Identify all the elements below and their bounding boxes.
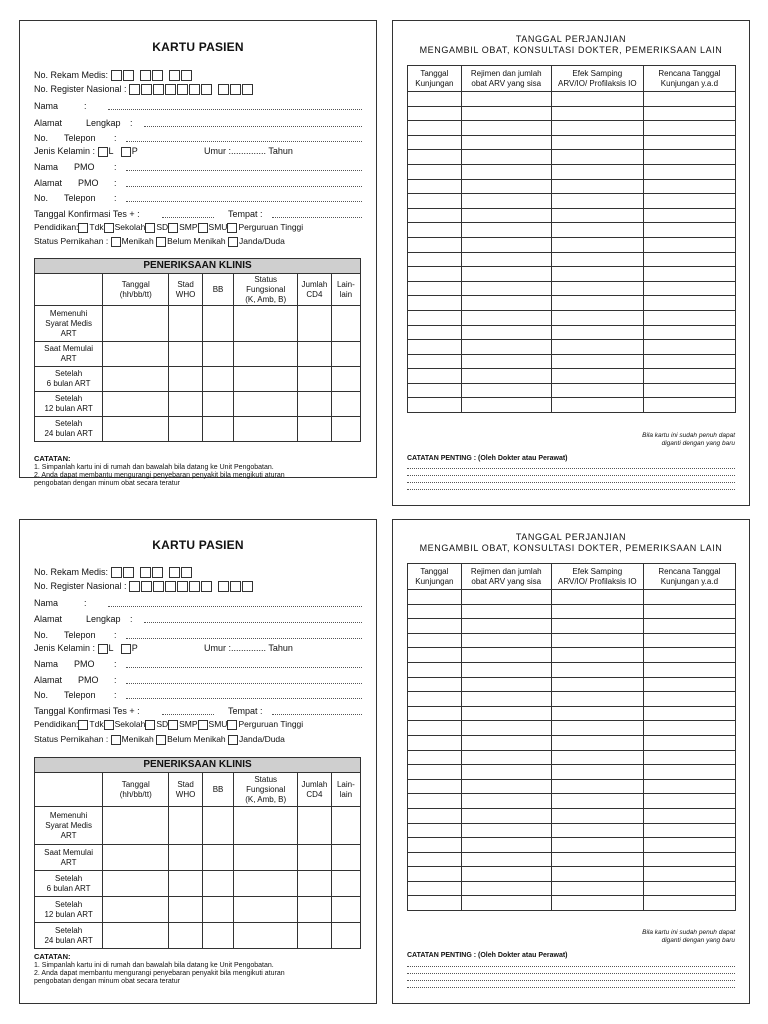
visit-row[interactable] xyxy=(408,208,736,223)
visit-row[interactable] xyxy=(408,164,736,179)
pend-checkbox[interactable] xyxy=(168,223,178,233)
digit-box[interactable] xyxy=(123,567,134,578)
female-checkbox[interactable] xyxy=(121,644,131,654)
digit-box[interactable] xyxy=(230,581,241,592)
digit-box[interactable] xyxy=(177,581,188,592)
nama-row[interactable]: Nama : xyxy=(34,597,362,610)
checkbox[interactable] xyxy=(227,720,237,730)
visit-row[interactable] xyxy=(408,179,736,194)
digit-box[interactable] xyxy=(129,581,140,592)
visit-table: Tanggal Kunjungan Rejimen dan jumlah obat ARV yang sisa Efek Samping ARV/IO/ Profilaksis IO Rencana Tanggal Kunjungan y.a.d xyxy=(407,563,736,911)
digit-box[interactable] xyxy=(152,567,163,578)
visit-row[interactable] xyxy=(408,398,736,413)
visit-row[interactable] xyxy=(408,340,736,355)
rm-box[interactable] xyxy=(140,70,151,81)
visit-title-1: TANGGAL PERJANJIAN xyxy=(515,34,627,44)
register-row: No. Register Nasional : xyxy=(34,83,362,96)
checkbox[interactable] xyxy=(145,720,155,730)
male-checkbox[interactable] xyxy=(98,644,108,654)
visit-row[interactable] xyxy=(408,92,736,107)
visit-table: Tanggal Kunjungan Rejimen dan jumlah obat ARV yang sisa Efek Samping ARV/IO/ Profilaksis IO Rencana Tanggal Kunjungan y.a.d xyxy=(407,65,736,413)
rm-box[interactable] xyxy=(111,70,122,81)
visit-card-bottom: TANGGAL PERJANJIAN MENGAMBIL OBAT, KONSULTASI DOKTER, PEMERIKSAAN LAIN Tanggal Kunjungan Rejimen dan jumlah obat ARV yang sisa Efek Samping ARV/IO/ Profilaksis IO Rencana Tanggal Kunjungan y.a.d Bila kartu ini sudah penuh dapat diganti dengan yang baru CATATAN PENTING : (Oleh Dokter atau Perawat) xyxy=(392,519,750,1004)
konfirmasi-row[interactable]: Tanggal Konfirmasi Tes + : Tempat : xyxy=(34,705,362,718)
female-checkbox[interactable] xyxy=(121,147,131,157)
digit-box[interactable] xyxy=(165,84,176,95)
nama-pmo-row[interactable]: Nama PMO : xyxy=(34,161,362,174)
telepon-row[interactable]: No. Telepon : xyxy=(34,132,362,145)
visit-row[interactable] xyxy=(408,823,736,838)
register-row: No. Register Nasional : xyxy=(34,580,362,593)
visit-row[interactable] xyxy=(408,590,736,605)
rekam-medis-row: No. Rekam Medis: xyxy=(34,566,362,579)
pend-checkbox[interactable] xyxy=(104,223,114,233)
visit-row[interactable] xyxy=(408,735,736,750)
pendidikan-row: Pendidikan: Tdk Sekolah SD SMP SMU Perguruan Tinggi xyxy=(34,222,304,232)
full-card-note: Bila kartu ini sudah penuh dapat diganti dengan yang baru xyxy=(642,432,735,447)
catatan-penting: CATATAN PENTING : (Oleh Dokter atau Perawat) xyxy=(407,455,568,462)
digit-box[interactable] xyxy=(153,84,164,95)
visit-row[interactable] xyxy=(408,619,736,634)
checkbox[interactable] xyxy=(198,720,208,730)
visit-row[interactable] xyxy=(408,808,736,823)
pendidikan-row: Pendidikan: Tdk Sekolah SD SMP SMU Perguruan Tinggi xyxy=(34,719,304,729)
visit-row[interactable] xyxy=(408,310,736,325)
digit-box[interactable] xyxy=(169,567,180,578)
visit-row[interactable] xyxy=(408,354,736,369)
visit-row[interactable] xyxy=(408,692,736,707)
checkbox[interactable] xyxy=(168,720,178,730)
visit-title-2: MENGAMBIL OBAT, KONSULTASI DOKTER, PEMERIKSAAN LAIN xyxy=(419,45,723,55)
digit-box[interactable] xyxy=(140,567,151,578)
jenis-kelamin-row: Jenis Kelamin : L P Umur :.............. Tahun xyxy=(34,146,293,156)
visit-row[interactable] xyxy=(408,779,736,794)
digit-box[interactable] xyxy=(181,567,192,578)
digit-box[interactable] xyxy=(141,84,152,95)
checkbox[interactable] xyxy=(156,735,166,745)
visit-row[interactable] xyxy=(408,881,736,896)
nama-pmo-row[interactable]: Nama PMO : xyxy=(34,658,362,671)
digit-box[interactable] xyxy=(189,581,200,592)
visit-row[interactable] xyxy=(408,721,736,736)
telepon-row[interactable]: No. Telepon : xyxy=(34,629,362,642)
digit-box[interactable] xyxy=(218,581,229,592)
visit-row[interactable] xyxy=(408,794,736,809)
rm-box[interactable] xyxy=(169,70,180,81)
visit-row[interactable] xyxy=(408,267,736,282)
visit-row[interactable] xyxy=(408,194,736,209)
pernikahan-row: Status Pernikahan : Menikah Belum Menikah Janda/Duda xyxy=(34,236,285,246)
konfirmasi-row[interactable]: Tanggal Konfirmasi Tes + : Tempat : xyxy=(34,208,362,221)
patient-card-bottom xyxy=(19,519,377,1004)
nikah-checkbox[interactable] xyxy=(111,237,121,247)
visit-row[interactable] xyxy=(408,896,736,911)
visit-row[interactable] xyxy=(408,648,736,663)
pend-checkbox[interactable] xyxy=(145,223,155,233)
visit-row[interactable] xyxy=(408,765,736,780)
alamat-row[interactable]: Alamat Lengkap : xyxy=(34,613,362,626)
klinis-table: PENERIKSAAN KLINIS Tanggal (hh/bb/tt) Stad WHO BB Status Fungsional (K, Amb, B) Jumlah CD4 Lain- lain Memenuhi Syarat Medis ART Saat Memulai ART Setelah 6 bulan ART Setelah 12 bulan ART Setelah 24 bulan ART xyxy=(34,258,361,442)
catatan: CATATAN: 1. Simpanlah kartu ini di rumah dan bawalah bila datang ke Unit Pengobatan. 2. Anda dapat membantu mengurangi penyebaran penyakit bila mengikuti aturan pengobatan dengan minum obat secara teratur xyxy=(34,952,285,985)
visit-row[interactable] xyxy=(408,296,736,311)
visit-row[interactable] xyxy=(408,135,736,150)
rm-box[interactable] xyxy=(181,70,192,81)
rm-box[interactable] xyxy=(152,70,163,81)
catatan: CATATAN: 1. Simpanlah kartu ini di rumah dan bawalah bila datang ke Unit Pengobatan. 2. Anda dapat membantu mengurangi penyebaran penyakit bila mengikuti aturan pengobatan dengan minum obat secara teratur xyxy=(34,454,285,487)
pernikahan-row: Status Pernikahan : Menikah Belum Menikah Janda/Duda xyxy=(34,734,285,744)
visit-row[interactable] xyxy=(408,706,736,721)
card-title: KARTU PASIEN xyxy=(152,40,244,54)
klinis-header: PENERIKSAAN KLINIS xyxy=(35,259,361,274)
visit-row[interactable] xyxy=(408,121,736,136)
digit-box[interactable] xyxy=(242,84,253,95)
digit-box[interactable] xyxy=(153,581,164,592)
nama-row[interactable]: Nama : xyxy=(34,100,362,113)
alamat-pmo-row[interactable]: Alamat PMO : xyxy=(34,674,362,687)
checkbox[interactable] xyxy=(78,720,88,730)
pend-checkbox[interactable] xyxy=(198,223,208,233)
digit-box[interactable] xyxy=(201,581,212,592)
checkbox[interactable] xyxy=(228,735,238,745)
visit-row[interactable] xyxy=(408,383,736,398)
visit-row[interactable] xyxy=(408,633,736,648)
visit-row[interactable] xyxy=(408,838,736,853)
jenis-kelamin-row: Jenis Kelamin : L P Umur :.............. Tahun xyxy=(34,643,293,653)
nikah-checkbox[interactable] xyxy=(228,237,238,247)
digit-box[interactable] xyxy=(165,581,176,592)
visit-row[interactable] xyxy=(408,237,736,252)
visit-card-top xyxy=(392,20,750,506)
visit-row[interactable] xyxy=(408,867,736,882)
alamat-pmo-row[interactable]: Alamat PMO : xyxy=(34,177,362,190)
visit-row[interactable] xyxy=(408,325,736,340)
male-checkbox[interactable] xyxy=(98,147,108,157)
digit-box[interactable] xyxy=(230,84,241,95)
digit-box[interactable] xyxy=(111,567,122,578)
digit-box[interactable] xyxy=(218,84,229,95)
visit-row[interactable] xyxy=(408,252,736,267)
visit-row[interactable] xyxy=(408,604,736,619)
rm-box[interactable] xyxy=(123,70,134,81)
digit-box[interactable] xyxy=(177,84,188,95)
pend-checkbox[interactable] xyxy=(78,223,88,233)
patient-card-top xyxy=(19,20,377,487)
klinis-table: PENERIKSAAN KLINIS Tanggal (hh/bb/tt) Stad WHO BB Status Fungsional (K, Amb, B) Jumlah CD4 Lain- lain Memenuhi Syarat Medis ART Saat Memulai ART Setelah 6 bulan ART Setelah 12 bulan ART Setelah 24 bulan ART xyxy=(34,757,361,949)
digit-box[interactable] xyxy=(141,581,152,592)
digit-box[interactable] xyxy=(201,84,212,95)
telepon-pmo-row[interactable]: No. Telepon : xyxy=(34,689,362,702)
checkbox[interactable] xyxy=(104,720,114,730)
visit-row[interactable] xyxy=(408,677,736,692)
visit-row[interactable] xyxy=(408,369,736,384)
pend-checkbox[interactable] xyxy=(227,223,237,233)
visit-row[interactable] xyxy=(408,662,736,677)
card-title: KARTU PASIEN xyxy=(152,538,244,552)
telepon-pmo-row[interactable]: No. Telepon : xyxy=(34,192,362,205)
alamat-row[interactable]: Alamat Lengkap : xyxy=(34,117,362,130)
visit-row[interactable] xyxy=(408,106,736,121)
visit-row[interactable] xyxy=(408,852,736,867)
visit-row[interactable] xyxy=(408,150,736,165)
digit-box[interactable] xyxy=(129,84,140,95)
visit-row[interactable] xyxy=(408,281,736,296)
rekam-medis-row: No. Rekam Medis: xyxy=(34,69,362,82)
visit-row[interactable] xyxy=(408,223,736,238)
digit-box[interactable] xyxy=(242,581,253,592)
nikah-checkbox[interactable] xyxy=(156,237,166,247)
visit-row[interactable] xyxy=(408,750,736,765)
digit-box[interactable] xyxy=(189,84,200,95)
checkbox[interactable] xyxy=(111,735,121,745)
